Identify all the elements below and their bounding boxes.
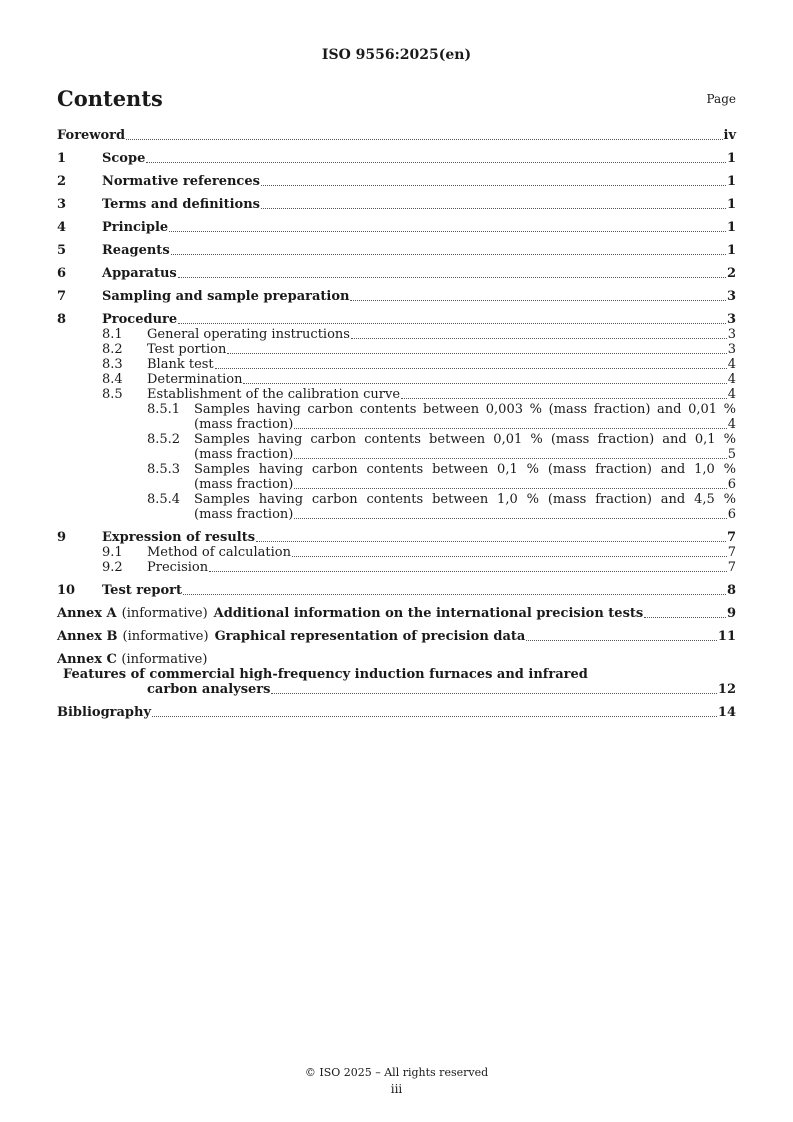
dot-leader (294, 518, 726, 519)
annex-informative: (informative) (121, 652, 208, 667)
toc-entry-calibration-curve[interactable] (57, 387, 736, 402)
dot-leader (526, 640, 717, 641)
dot-leader (294, 428, 726, 429)
toc-page: 4 (727, 372, 736, 387)
annex-informative: (informative) (121, 606, 208, 621)
annex-informative: (informative) (122, 629, 209, 644)
toc-page: 1 (726, 151, 736, 166)
toc-number: 3 (57, 197, 67, 212)
toc-entry-annex-c[interactable] (57, 652, 736, 697)
toc-number: 7 (57, 289, 67, 304)
toc-title: Expression of results (102, 530, 256, 545)
toc-number: 9 (57, 530, 67, 545)
toc-title-line1: Samples having carbon contents between 0,1 % (mass fraction) and 1,0 % (194, 462, 736, 477)
dot-leader (261, 185, 726, 186)
annex-label: Annex C (57, 652, 117, 667)
toc-entry-8-5-2[interactable] (57, 432, 736, 462)
toc-page: 9 (726, 606, 736, 621)
toc-number: 9.1 (102, 545, 123, 560)
toc-title: Principle (102, 220, 169, 235)
toc-number: 8.4 (102, 372, 123, 387)
toc-title: Establishment of the calibration curve (147, 387, 401, 402)
annex-title: Graphical representation of precision data (214, 629, 526, 644)
toc-entry-principle[interactable] (57, 220, 736, 235)
toc-page: 5 (727, 447, 736, 462)
toc-page: 3 (727, 342, 736, 357)
toc-number: 9.2 (102, 560, 123, 575)
toc-entry-scope[interactable] (57, 151, 736, 166)
toc-title-line1: Samples having carbon contents between 0,003 % (mass fraction) and 0,01 % (194, 402, 736, 417)
toc-title: Procedure (102, 312, 178, 327)
toc-title: Normative references (102, 174, 260, 189)
toc-entry-terms-and-definitions[interactable] (57, 197, 736, 212)
toc-entry-test-portion[interactable] (57, 342, 736, 357)
toc-entry-method-of-calculation[interactable] (57, 545, 736, 560)
toc-title: Blank test (147, 357, 214, 372)
dot-leader (169, 231, 726, 232)
toc-page: 1 (726, 243, 736, 258)
annex-label: Annex A (57, 606, 117, 621)
toc-page: 7 (727, 560, 736, 575)
toc-title-line1: Samples having carbon contents between 1,0 % (mass fraction) and 4,5 % (194, 492, 736, 507)
toc-entry-foreword[interactable] (57, 128, 736, 143)
toc-title: Test report (102, 583, 183, 598)
toc-title: Method of calculation (147, 545, 291, 560)
toc-number: 8.5.1 (147, 402, 181, 417)
dot-leader (292, 556, 727, 557)
toc-number: 8.5.2 (147, 432, 181, 447)
toc-entry-annex-b[interactable] (57, 629, 736, 644)
toc-entry-normative-references[interactable] (57, 174, 736, 189)
toc-title: Bibliography (57, 705, 152, 720)
annex-title: Additional information on the international precision tests (213, 606, 644, 621)
toc-entry-8-5-3[interactable] (57, 462, 736, 492)
dot-leader (215, 368, 727, 369)
dot-leader (152, 716, 717, 717)
dot-leader (261, 208, 726, 209)
dot-leader (227, 353, 726, 354)
dot-leader (178, 323, 726, 324)
toc-number: 8.5 (102, 387, 123, 402)
toc-page: 4 (727, 417, 736, 432)
toc-number: 2 (57, 174, 67, 189)
toc-page: 4 (727, 387, 736, 402)
toc-title: Scope (102, 151, 146, 166)
dot-leader (178, 277, 726, 278)
toc-title: Precision (147, 560, 209, 575)
toc-title: Sampling and sample preparation (102, 289, 350, 304)
dot-leader (294, 458, 726, 459)
toc-number: 8.3 (102, 357, 123, 372)
dot-leader (294, 488, 726, 489)
dot-leader (350, 300, 725, 301)
toc-title: Reagents (102, 243, 170, 258)
toc-entry-8-5-4[interactable] (57, 492, 736, 522)
toc-number: 6 (57, 266, 67, 281)
toc-title: Apparatus (102, 266, 177, 281)
toc-page: 2 (726, 266, 736, 281)
toc-entry-blank-test[interactable] (57, 357, 736, 372)
toc-number: 8.1 (102, 327, 123, 342)
toc-page: 3 (727, 327, 736, 342)
annex-title-line2: carbon analysers (147, 682, 271, 697)
dot-leader (256, 541, 726, 542)
toc-entry-precision[interactable] (57, 560, 736, 575)
dot-leader (146, 162, 726, 163)
copyright-notice: © ISO 2025 – All rights reserved (304, 1066, 489, 1079)
toc-entry-reagents[interactable] (57, 243, 736, 258)
page-footer (0, 1066, 793, 1096)
table-of-contents (57, 128, 736, 720)
dot-leader (126, 139, 722, 140)
page-number: iii (390, 1082, 403, 1096)
toc-page: 4 (727, 357, 736, 372)
toc-number: 5 (57, 243, 67, 258)
toc-number: 1 (57, 151, 67, 166)
toc-entry-determination[interactable] (57, 372, 736, 387)
toc-title: Determination (147, 372, 243, 387)
contents-heading: Contents (57, 86, 163, 111)
annex-title-line1: Features of commercial high-frequency induction furnaces and infrared (63, 667, 588, 682)
toc-page: 6 (727, 507, 736, 522)
toc-page: 1 (726, 174, 736, 189)
dot-leader (401, 398, 727, 399)
toc-title: Foreword (57, 128, 126, 143)
dot-leader (644, 617, 726, 618)
dot-leader (171, 254, 726, 255)
toc-page: 12 (717, 682, 736, 697)
toc-title-line2: (mass fraction) (194, 447, 294, 462)
toc-entry-sampling[interactable] (57, 289, 736, 304)
toc-title-line2: (mass fraction) (194, 477, 294, 492)
dot-leader (209, 571, 727, 572)
annex-label: Annex B (57, 629, 118, 644)
toc-entry-procedure[interactable] (57, 312, 736, 327)
toc-entry-8-5-1[interactable] (57, 402, 736, 432)
toc-title-line2: (mass fraction) (194, 507, 294, 522)
toc-page: 3 (726, 312, 736, 327)
toc-page: 3 (726, 289, 736, 304)
toc-number: 8.5.4 (147, 492, 181, 507)
document-id-header: ISO 9556:2025(en) (321, 47, 472, 63)
toc-title: Terms and definitions (102, 197, 260, 212)
dot-leader (271, 693, 716, 694)
toc-page: 14 (717, 705, 736, 720)
toc-title-line1: Samples having carbon contents between 0,01 % (mass fraction) and 0,1 % (194, 432, 736, 447)
toc-entry-apparatus[interactable] (57, 266, 736, 281)
toc-page: 1 (726, 197, 736, 212)
toc-title: Test portion (147, 342, 227, 357)
toc-page: 7 (727, 545, 736, 560)
toc-number: 4 (57, 220, 67, 235)
toc-number: 8 (57, 312, 67, 327)
toc-page: 6 (727, 477, 736, 492)
toc-number: 10 (57, 583, 76, 598)
toc-page: 8 (726, 583, 736, 598)
toc-page: 1 (726, 220, 736, 235)
dot-leader (351, 338, 727, 339)
toc-title: General operating instructions (147, 327, 350, 342)
toc-page: 11 (717, 629, 736, 644)
dot-leader (243, 383, 726, 384)
toc-title-line2: (mass fraction) (194, 417, 294, 432)
toc-entry-general-operating-instructions[interactable] (57, 327, 736, 342)
toc-page: iv (723, 128, 736, 143)
toc-number: 8.2 (102, 342, 123, 357)
page-column-label: Page (706, 92, 736, 106)
toc-entry-annex-a[interactable] (57, 606, 736, 621)
toc-entry-test-report[interactable] (57, 583, 736, 598)
toc-entry-bibliography[interactable] (57, 705, 736, 720)
dot-leader (183, 594, 726, 595)
toc-entry-expression-of-results[interactable] (57, 530, 736, 545)
toc-page: 7 (726, 530, 736, 545)
toc-number: 8.5.3 (147, 462, 181, 477)
